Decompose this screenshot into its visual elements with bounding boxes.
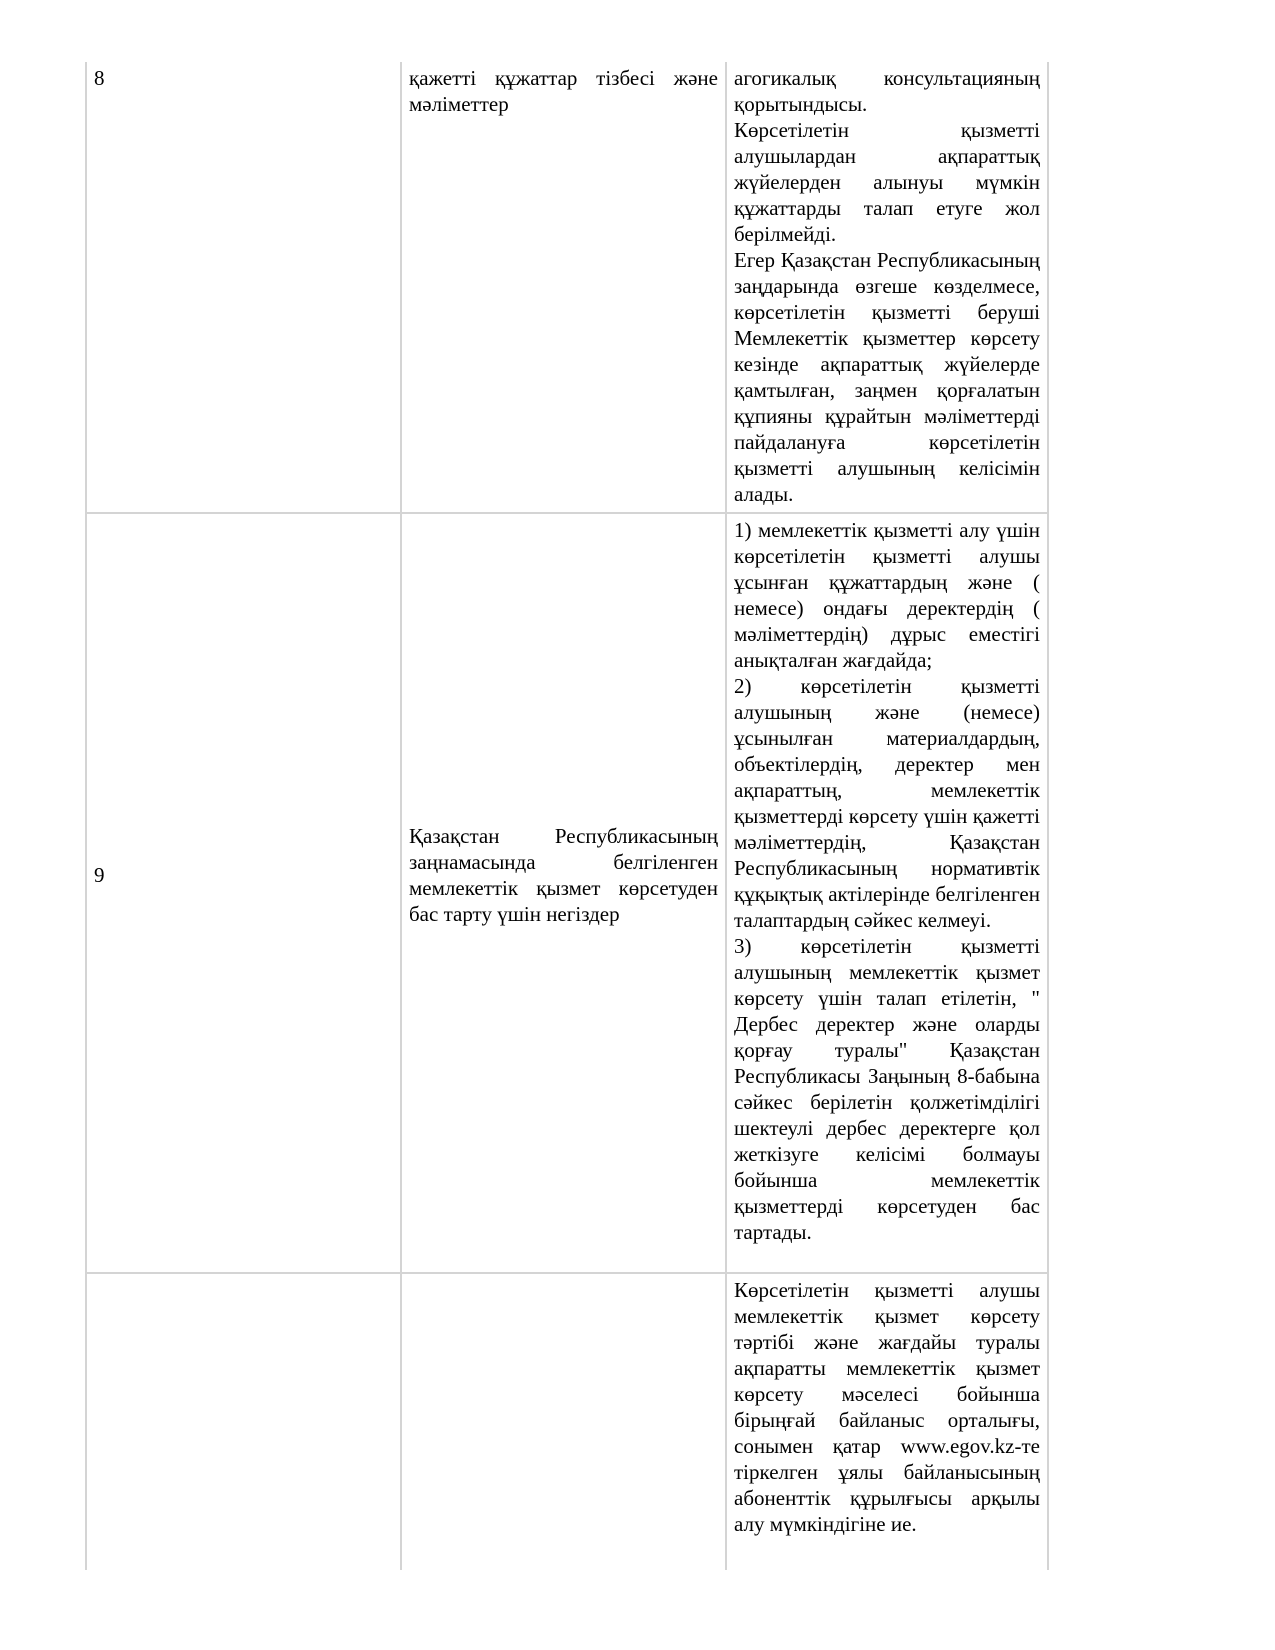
row9-title-text: Қазақстан Республикасының заңнамасында белгіленген мемлекеттік қызмет көрсетуден бас тарту үшін негіздер [409, 823, 718, 926]
table-cell-row9-title [402, 514, 727, 1274]
table-cell-row9-number [85, 514, 402, 1274]
table-cell-row10-content [727, 1274, 1049, 1570]
row8-paragraph: агогикалық консультацияның қорытындысы. [734, 66, 1040, 116]
row8-paragraph: Егер Қазақстан Республикасының заңдарында өзгеше көзделмесе, көрсетілетін қызметті беруші Мемлекеттік қызметтер көрсету кезінде ақпараттық жүйелерде қамтылған, заңмен қорғалатын құпияны құрайтын мәліметтерді пайдалануға көрсетілетін қызметті алушының келісімін алады. [734, 248, 1040, 506]
row9-number: 9 [94, 862, 105, 887]
row8-title-text: қажетті құжаттар тізбесі және мәліметтер [409, 66, 718, 116]
service-standard-table [85, 62, 1049, 1570]
table-cell-row9-content [727, 514, 1049, 1274]
table-cell-row10-number [85, 1274, 402, 1570]
row8-number: 8 [94, 66, 105, 90]
table-cell-row8-number [85, 62, 402, 514]
row10-paragraph: Көрсетілетін қызметті алушы мемлекеттік қызмет көрсету тәртібі және жағдайы туралы ақпаратты мемлекеттік қызмет көрсету мәселесі бойынша бірыңғай байланыс орталығы, сонымен қатар www.egov.kz-те тіркелген ұялы байланысының абоненттік құрылғысы арқылы алу мүмкіндігіне ие. [734, 1278, 1040, 1536]
row9-paragraph: 2) көрсетілетін қызметті алушының және (немесе) ұсынылған материалдардың, объектілердің, деректер мен ақпараттың, мемлекеттік қызметтерді көрсету үшін қажетті мәліметтердің, Қазақстан Республикасының нормативтік құқықтық актілерінде белгіленген талаптардың сәйкес келмеуі. [734, 674, 1040, 932]
row9-paragraph: 1) мемлекеттік қызметті алу үшін көрсетілетін қызметті алушы ұсынған құжаттардың және ( немесе) ондағы деректердің ( мәліметтердің) дұрыс еместігі анықталған жағдайда; [734, 518, 1040, 672]
table-cell-row8-content [727, 62, 1049, 514]
table-cell-row8-title [402, 62, 727, 514]
row8-paragraph: Көрсетілетін қызметті алушылардан ақпараттық жүйелерден алынуы мүмкін құжаттарды талап етуге жол берілмейді. [734, 118, 1040, 246]
table-cell-row10-title [402, 1274, 727, 1570]
row9-paragraph: 3) көрсетілетін қызметті алушының мемлекеттік қызмет көрсету үшін талап етілетін, " Дербес деректер және оларды қорғау туралы" Қазақстан Республикасы Заңының 8-бабына сәйкес берілетін қолжетімділігі шектеулі дербес деректерге қол жеткізуге келісімі болмауы бойынша мемлекеттік қызметтерді көрсетуден бас тартады. [734, 934, 1040, 1244]
